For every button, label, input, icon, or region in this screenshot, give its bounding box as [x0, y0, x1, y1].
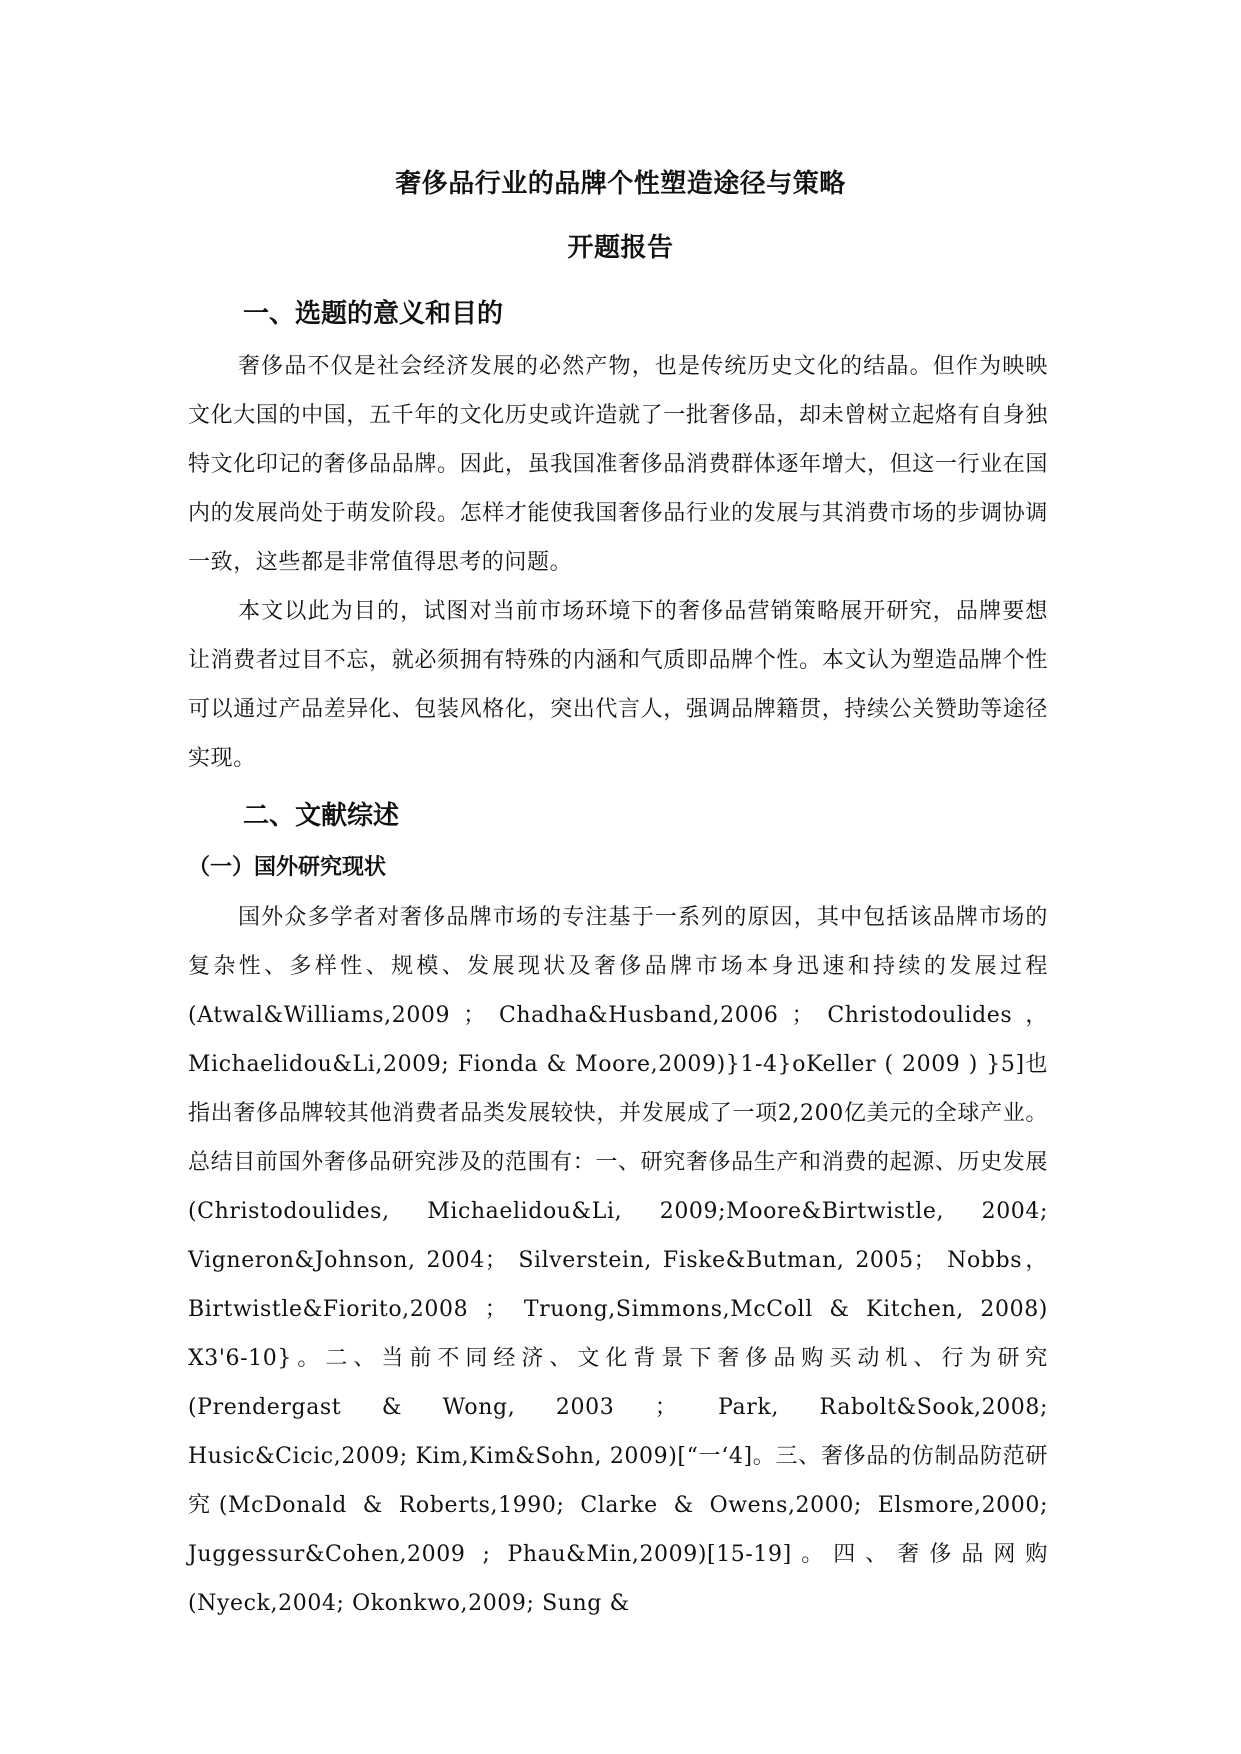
subsection-1-heading: （一）国外研究现状 [188, 854, 387, 880]
section-2-heading: 二、文献综述 [243, 801, 400, 831]
document-title: 奢侈品行业的品牌个性塑造途径与策略 [395, 169, 846, 199]
section-1-heading: 一、选题的意义和目的 [243, 299, 504, 329]
section-1-paragraph-1: 奢侈品不仅是社会经济发展的必然产物，也是传统历史文化的结晶。但作为映映文化大国的中国，五千年的文化历史或许造就了一批奢侈品，却未曾树立起烙有自身独特文化印记的奢侈品品牌。因此，虽我国准奢侈品消费群体逐年增大，但这一行业在国内的发展尚处于萌发阶段。怎样才能使我国奢侈品行业的发展与其消费市场的步调协调一致，这些都是非常值得思考的问题。 [188, 354, 1048, 575]
document-subtitle: 开题报告 [567, 233, 674, 263]
subsection-1-paragraph-1: 国外众多学者对奢侈品牌市场的专注基于一系列的原因，其中包括该品牌市场的复杂性、多样性、规模、发展现状及奢侈品牌市场本身迅速和持续的发展过程 (Atwal&Williams,2009 ； Chadha&Husband,2006 ； Christodoulides ，Michaelidou&Li,2009; Fionda & Moore,2009)}1-4}oKeller ( 2009 ) }5]也指出奢侈品牌较其他消费者品类发展较快，并发展成了一项2,200亿美元的全球产业。总结目前国外奢侈品研究涉及的范围有：一、研究奢侈品生产和消费的起源、历史发展 (Christodoulides, Michaelidou&Li, 2009;Moore&Birtwistle, 2004; Vigneron&Johnson, 2004； Silverstein, Fiske&Butman, 2005； Nobbs，Birtwistle&Fiorito,2008 ； Truong,Simmons,McColl & Kitchen, 2008) X3'6-10}。二、当前不同经济、文化背景下奢侈品购买动机、行为研究(Prendergast & Wong, 2003 ； Park, Rabolt&Sook,2008; Husic&Cicic,2009; Kim,Kim&Sohn, 2009)[“一‘4]。三、奢侈品的仿制品防范研究(McDonald & Roberts,1990; Clarke & Owens,2000; Elsmore,2000; Juggessur&Cohen,2009 ; Phau&Min,2009)[15-19]。四、奢侈品网购(Nyeck,2004; Okonkwo,2009; Sung & [188, 905, 1048, 1616]
section-1-paragraph-2: 本文以此为目的，试图对当前市场环境下的奢侈品营销策略展开研究，品牌要想让消费者过目不忘，就必须拥有特殊的内涵和气质即品牌个性。本文认为塑造品牌个性可以通过产品差异化、包装风格化，突出代言人，强调品牌籍贯，持续公关赞助等途径实现。 [188, 599, 1048, 771]
